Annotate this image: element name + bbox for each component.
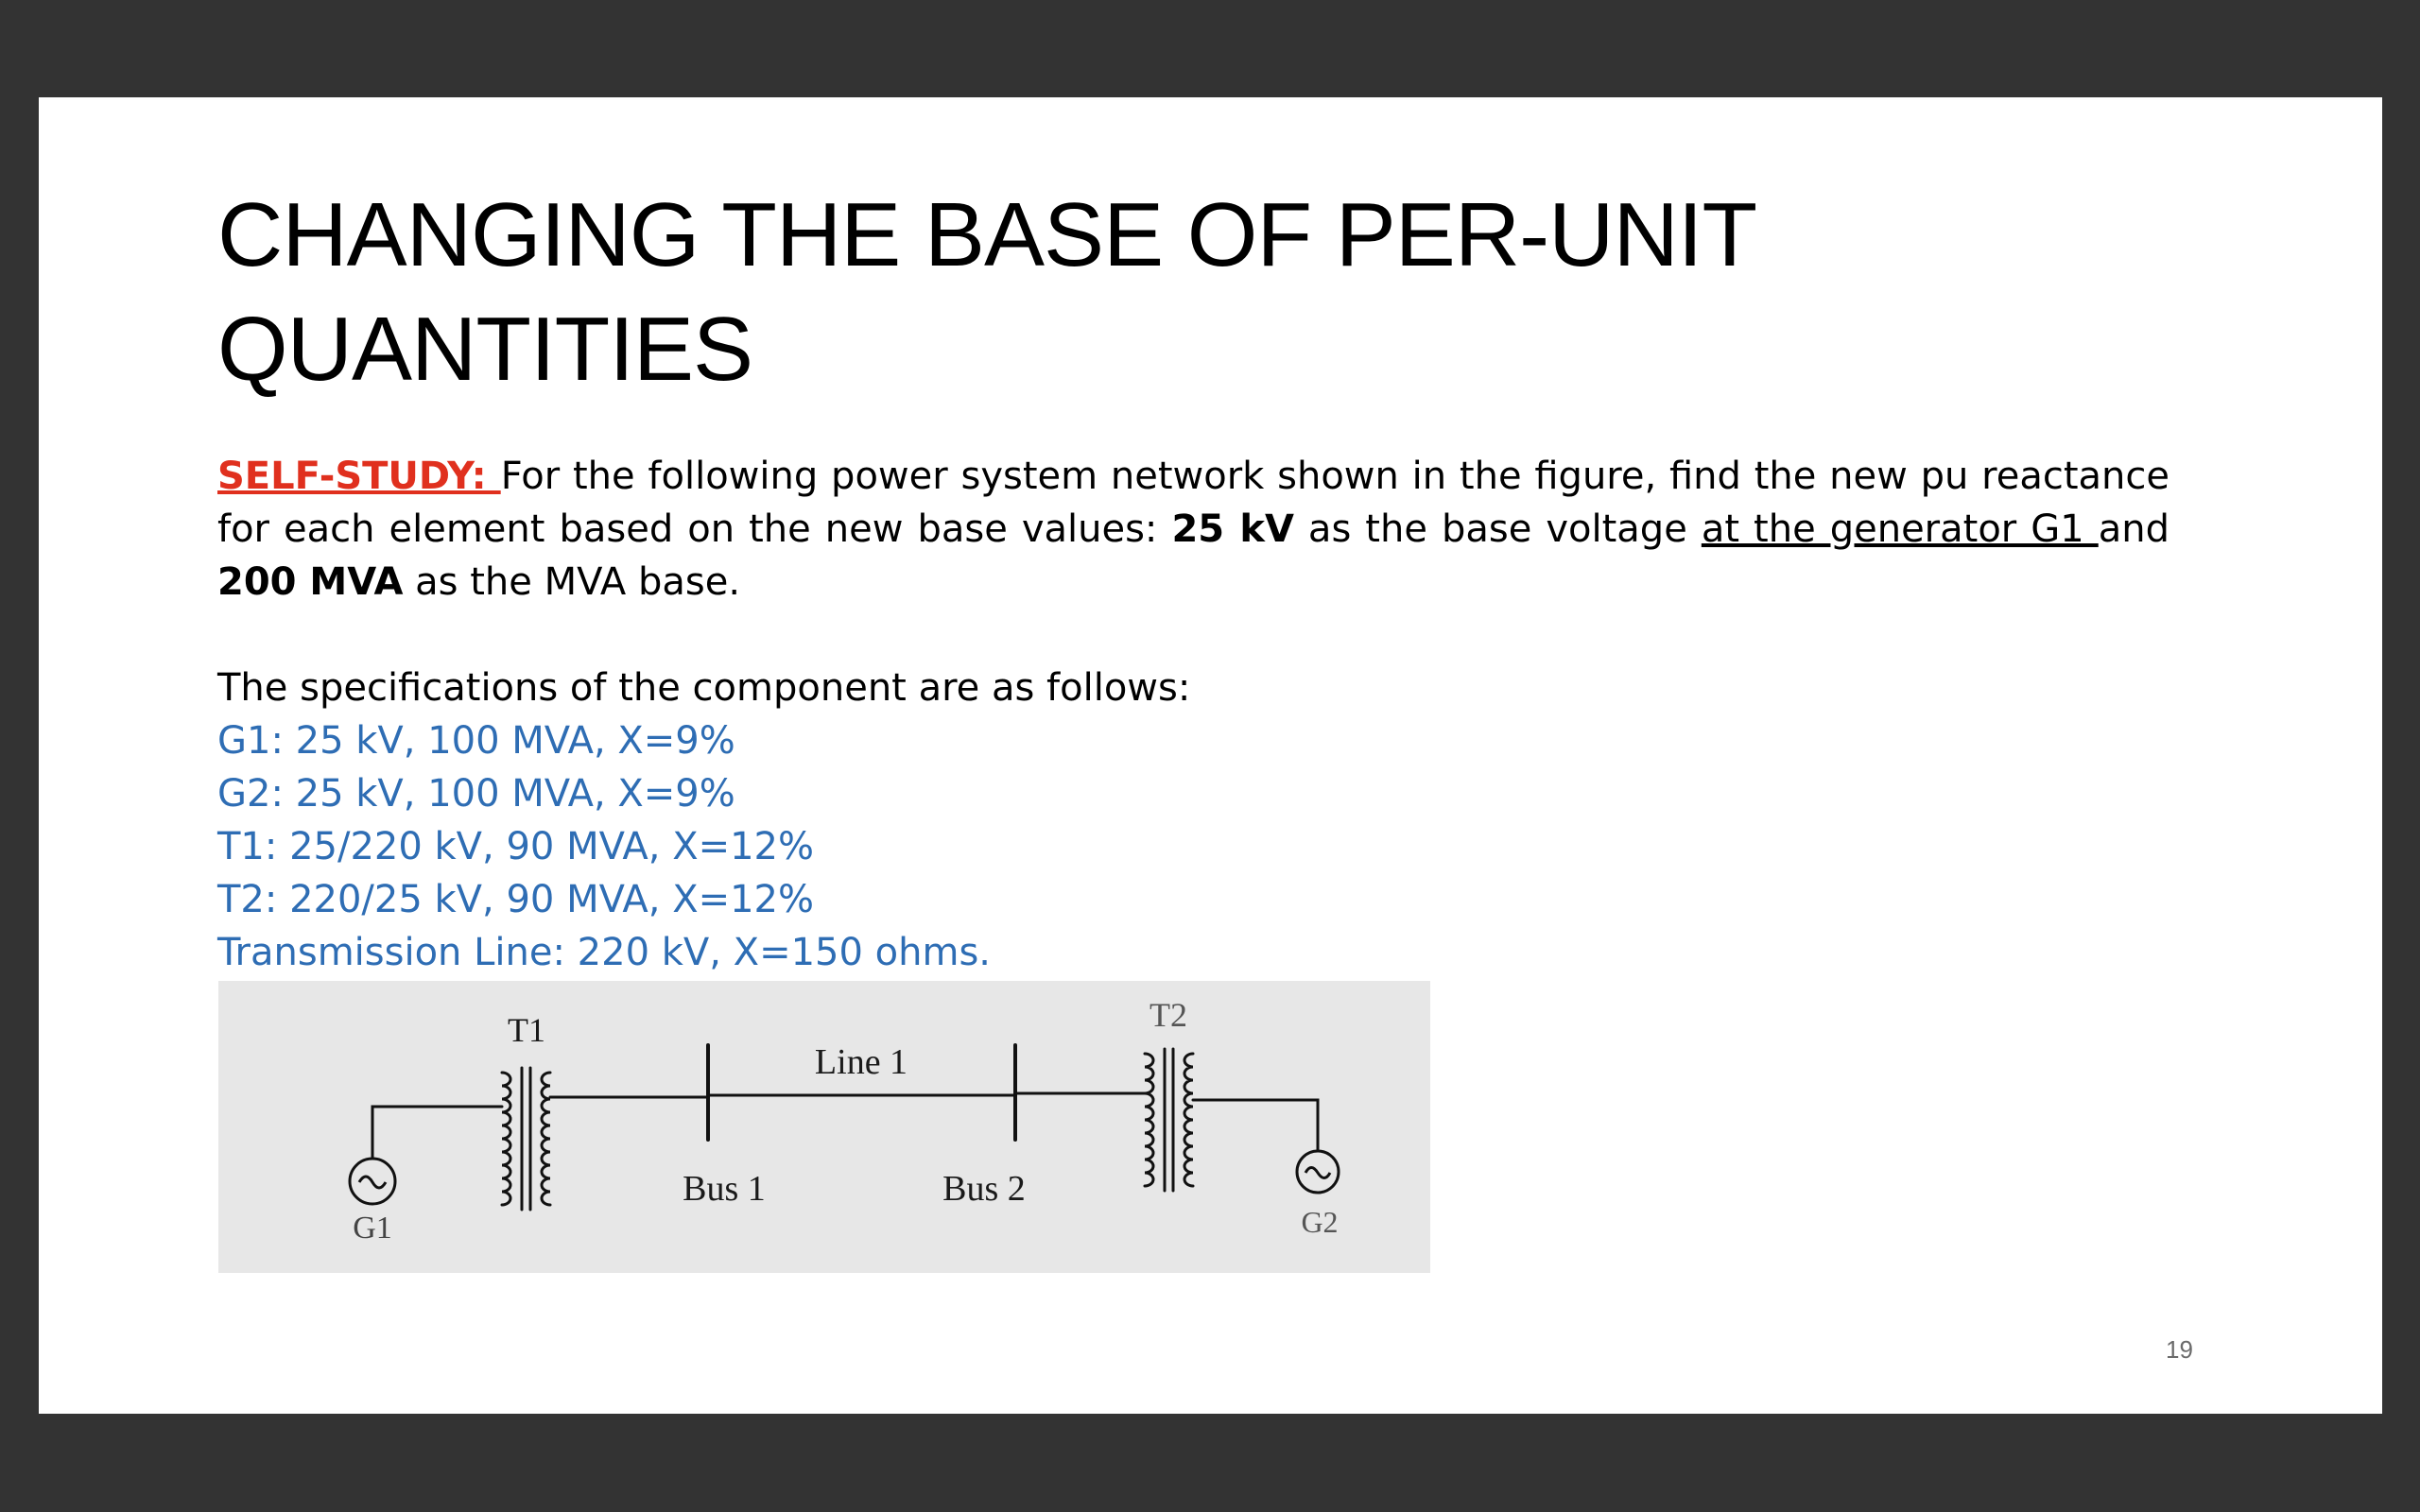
g2-generator-icon bbox=[1297, 1151, 1339, 1193]
problem-text-1: For the following power system network shown in the figure, find the new pu reactance for each element based on the new base values: bbox=[217, 455, 2170, 551]
base-mva: 200 MVA bbox=[217, 560, 404, 604]
base-voltage: 25 kV bbox=[1171, 507, 1294, 551]
g1-generator-icon bbox=[350, 1159, 395, 1204]
problem-text-2: as the base voltage bbox=[1293, 507, 1702, 551]
slide-title: CHANGING THE BASE OF PER-UNIT QUANTITIES bbox=[217, 184, 1755, 400]
spec-t1: T1: 25/220 kV, 90 MVA, X=12% bbox=[217, 825, 815, 868]
t2-label: T2 bbox=[1150, 996, 1187, 1034]
spec-g1: G1: 25 kV, 100 MVA, X=9% bbox=[217, 719, 735, 763]
self-study-tag: SELF-STUDY: bbox=[217, 455, 501, 498]
t1-label: T1 bbox=[508, 1011, 545, 1049]
problem-text-4: as the MVA base. bbox=[403, 560, 741, 604]
page-number: 19 bbox=[2166, 1335, 2193, 1364]
bus-2-label: Bus 2 bbox=[942, 1169, 1026, 1209]
g1-label: G1 bbox=[353, 1211, 392, 1246]
spec-intro: The specifications of the component are as follows: bbox=[217, 666, 1191, 710]
single-line-diagram bbox=[218, 981, 1430, 1273]
t1-winding bbox=[502, 1068, 550, 1210]
slide-body bbox=[217, 450, 2169, 979]
spec-g2: G2: 25 kV, 100 MVA, X=9% bbox=[217, 772, 735, 816]
bus-1-label: Bus 1 bbox=[683, 1169, 766, 1209]
t2-to-g2 bbox=[1193, 1100, 1318, 1159]
base-location: at the generator G1 bbox=[1701, 507, 2099, 551]
g2-label: G2 bbox=[1301, 1205, 1339, 1239]
spec-line: Transmission Line: 220 kV, X=150 ohms. bbox=[217, 931, 992, 974]
line-1-label: Line 1 bbox=[814, 1042, 908, 1082]
diagram-svg bbox=[218, 981, 1430, 1273]
spec-t2: T2: 220/25 kV, 90 MVA, X=12% bbox=[217, 878, 815, 921]
slide bbox=[39, 97, 2382, 1414]
t2-winding bbox=[1145, 1049, 1193, 1191]
problem-text-3: and bbox=[2098, 507, 2169, 551]
problem-statement bbox=[217, 450, 2169, 609]
